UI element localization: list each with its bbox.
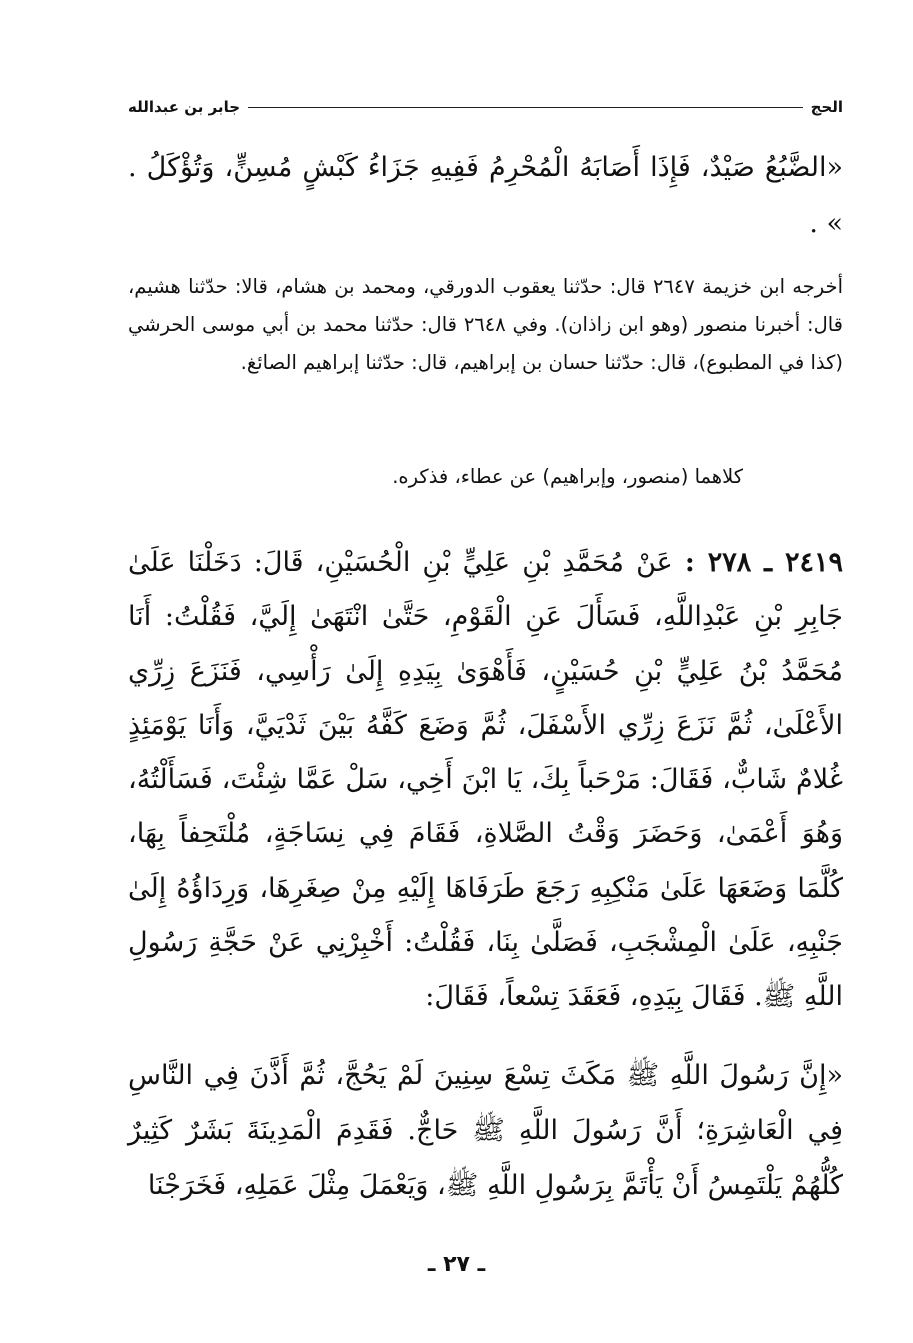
header-section-title: الحج (810, 98, 843, 116)
hadith-number: ٢٤١٩ ـ ٢٧٨ : (684, 547, 843, 578)
page-number: ـ ٢٧ ـ (427, 1252, 486, 1277)
takhrij-paragraph: أخرجه ابن خزيمة ٢٦٤٧ قال: حدّثنا يعقوب الدورقي، ومحمد بن هشام، قالا: حدّثنا هشيم، قال: أخبرنا منصور (وهو ابن زاذان). وفي ٢٦٤٨ قال: حدّثنا محمد بن أبي موسى الحرشي (كذا في المطبوع)، قال: حدّثنا حسان بن إبراهيم، قال: حدّثنا إبراهيم الصائغ. (128, 275, 843, 374)
header-narrator-title: جابر بن عبدالله (128, 98, 241, 116)
hadith-quote: «إِنَّ رَسُولَ اللَّهِ ﷺ مَكَثَ تِسْعَ سِنِينَ لَمْ يَحُجَّ، ثُمَّ أَذَّنَ فِي النَّاسِ فِي الْعَاشِرَةِ؛ أَنَّ رَسُولَ اللَّهِ ﷺ حَاجٌّ. فَقَدِمَ الْمَدِينَةَ بَشَرٌ كَثِيرٌ كُلُّهُمْ يَلْتَمِسُ أَنْ يَأْتَمَّ بِرَسُولِ اللَّهِ ﷺ، وَيَعْمَلَ مِثْلَ عَمَلِهِ، فَخَرَجْنَا (128, 1060, 843, 1201)
hadith-paragraph (128, 536, 843, 1025)
takhrij-note: كلاهما (منصور، وإبراهيم) عن عطاء، فذكره. (392, 465, 743, 488)
hadith-text: عَنْ مُحَمَّدِ بْنِ عَلِيٍّ بْنِ الْحُسَيْنِ، قَالَ: دَخَلْنَا عَلَىٰ جَابِرِ بْنِ عَبْدِاللَّهِ، فَسَأَلَ عَنِ الْقَوْمِ، حَتَّىٰ انْتَهَىٰ إِلَيَّ، فَقُلْتُ: أَنَا مُحَمَّدُ بْنُ عَلِيٍّ بْنِ حُسَيْنٍ، فَأَهْوَىٰ بِيَدِهِ إِلَىٰ رَأْسِي، فَنَزَعَ زِرِّي الأَعْلَىٰ، ثُمَّ نَزَعَ زِرِّي الأَسْفَلَ، ثُمَّ وَضَعَ كَفَّهُ بَيْنَ ثَدْيَيَّ، وَأَنَا يَوْمَئِذٍ غُلامٌ شَابٌّ، فَقَالَ: مَرْحَباً بِكَ، يَا ابْنَ أَخِي، سَلْ عَمَّا شِئْتَ، فَسَأَلْتُهُ، وَهُوَ أَعْمَىٰ، وَحَضَرَ وَقْتُ الصَّلاةِ، فَقَامَ فِي نِسَاجَةٍ، مُلْتَحِفاً بِهَا، كُلَّمَا وَضَعَهَا عَلَىٰ مَنْكِبِهِ رَجَعَ طَرَفَاهَا إِلَيْهِ مِنْ صِغَرِهَا، وَرِدَاؤُهُ إِلَىٰ جَنْبِهِ، عَلَىٰ الْمِشْجَبِ، فَصَلَّىٰ بِنَا، فَقُلْتُ: أَخْبِرْنِي عَنْ حَجَّةِ رَسُولِ اللَّهِ ﷺ. فَقَالَ بِيَدِهِ، فَعَقَدَ تِسْعاً، فَقَالَ: (128, 547, 843, 1013)
header-rule (248, 107, 803, 108)
running-header (128, 92, 843, 122)
hadith-quote-continuation: «الضَّبُعُ صَيْدٌ، فَإِذَا أَصَابَهُ الْمُحْرِمُ فَفِيهِ جَزَاءُ كَبْشٍ مُسِنٍّ، وَتُؤْكَلُ . » . (128, 152, 843, 239)
